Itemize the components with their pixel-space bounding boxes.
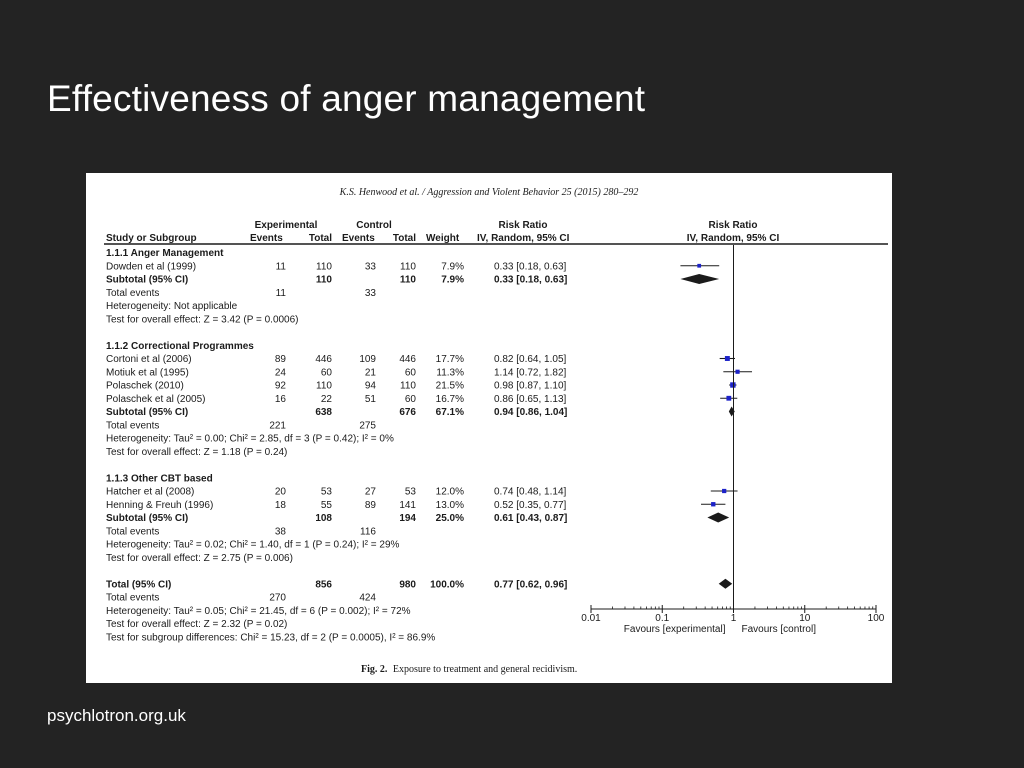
exp-events: 89 <box>274 354 286 365</box>
study-rr-ci: 0.33 [0.18, 0.63] <box>494 261 567 273</box>
ctl-total: 446 <box>399 354 416 365</box>
subtotal-label: Total (95% CI) <box>106 579 172 591</box>
study-rr-ci: 0.74 [0.48, 1.14] <box>494 486 567 498</box>
stats-note: Test for overall effect: Z = 2.32 (P = 0.02) <box>106 619 288 630</box>
exp-total: 22 <box>320 393 332 405</box>
subtotal-ctl-total: 110 <box>399 274 416 286</box>
forest-plot-figure <box>86 173 892 683</box>
study-weight: 11.3% <box>436 367 464 379</box>
ctl-events: 21 <box>364 367 376 379</box>
stats-note: Test for overall effect: Z = 3.42 (P = 0.0006) <box>106 314 299 326</box>
study-rr-ci: 0.98 [0.87, 1.10] <box>494 380 567 392</box>
ctl-events: 33 <box>364 261 376 273</box>
ctl-total: 53 <box>404 486 416 498</box>
x-tick-label: 10 <box>799 613 811 624</box>
exp-events: 18 <box>274 499 286 511</box>
stats-note: Heterogeneity: Not applicable <box>106 301 238 312</box>
subgroup-header: 1.1.2 Correctional Programmes <box>106 340 254 352</box>
exp-total: 446 <box>315 354 332 365</box>
subtotal-weight: 67.1% <box>435 407 464 418</box>
stats-note: Heterogeneity: Tau² = 0.05; Chi² = 21.45, df = 6 (P = 0.002); I² = 72% <box>106 605 411 617</box>
stats-note: Heterogeneity: Tau² = 0.00; Chi² = 2.85, df = 3 (P = 0.42); I² = 0% <box>106 433 394 445</box>
exp-total: 110 <box>316 261 332 273</box>
total-events-label: Total events <box>106 592 160 604</box>
total-events-ctl: 116 <box>360 526 376 538</box>
exp-total: 60 <box>320 367 332 379</box>
ctl-events: 94 <box>364 380 376 392</box>
exp-total: 55 <box>320 499 332 511</box>
forest-plot-svg <box>86 173 892 683</box>
subtotal-weight: 25.0% <box>435 513 464 524</box>
exp-events: 92 <box>274 380 286 392</box>
study-weight: 13.0% <box>435 499 464 511</box>
study-rr-ci: 0.82 [0.64, 1.05] <box>494 354 567 365</box>
ctl-events: 27 <box>364 486 376 498</box>
col-experimental: Experimental <box>254 220 318 231</box>
subtotal-ctl-total: 194 <box>399 513 416 524</box>
study-rr-ci: 0.86 [0.65, 1.13] <box>494 393 567 405</box>
study-weight: 21.5% <box>435 380 464 392</box>
col-ctl-events: Events <box>342 233 375 244</box>
pooled-diamond <box>707 513 729 523</box>
total-events-exp: 11 <box>275 287 286 299</box>
pooled-diamond <box>680 274 719 284</box>
table-rows <box>106 248 567 643</box>
x-tick-label: 0.1 <box>655 613 670 624</box>
study-marker <box>697 264 701 268</box>
plot-col-risk-ratio: Risk Ratio <box>708 220 758 231</box>
exp-events: 16 <box>274 393 286 405</box>
study-weight: 7.9% <box>441 261 464 273</box>
study-marker <box>711 502 715 506</box>
study-rr-ci: 1.14 [0.72, 1.82] <box>494 367 567 379</box>
total-events-exp: 38 <box>274 526 286 538</box>
ctl-total: 110 <box>400 380 416 392</box>
study-weight: 12.0% <box>435 486 464 498</box>
subtotal-exp-total: 108 <box>315 513 332 524</box>
study-label: Hatcher et al (2008) <box>106 486 195 498</box>
subtotal-rr-ci: 0.77 [0.62, 0.96] <box>494 579 568 591</box>
total-events-ctl: 275 <box>359 420 376 432</box>
total-events-label: Total events <box>106 420 160 432</box>
study-marker <box>722 489 726 493</box>
total-events-exp: 221 <box>269 420 286 432</box>
study-label: Motiuk et al (1995) <box>106 367 189 379</box>
study-label: Polaschek (2010) <box>106 380 184 392</box>
subtotal-weight: 7.9% <box>441 274 464 286</box>
study-marker <box>725 356 730 361</box>
subtotal-rr-ci: 0.94 [0.86, 1.04] <box>494 407 568 418</box>
subtotal-weight: 100.0% <box>430 579 464 591</box>
favours-control-label: Favours [control] <box>741 624 816 635</box>
subtotal-label: Subtotal (95% CI) <box>106 274 189 286</box>
subtotal-label: Subtotal (95% CI) <box>106 513 189 524</box>
ctl-total: 141 <box>399 499 416 511</box>
study-rr-ci: 0.52 [0.35, 0.77] <box>494 499 567 511</box>
study-weight: 16.7% <box>435 393 464 405</box>
col-rr-method: IV, Random, 95% CI <box>477 233 570 244</box>
caption-text: Exposure to treatment and general recidivism. <box>392 664 578 675</box>
study-weight: 17.7% <box>435 354 464 365</box>
study-label: Cortoni et al (2006) <box>106 354 192 365</box>
slide-title: Effectiveness of anger management <box>47 78 646 119</box>
caption-label: Fig. 2. <box>361 664 388 675</box>
total-events-label: Total events <box>106 526 160 538</box>
ctl-events: 51 <box>364 393 376 405</box>
study-marker <box>726 396 731 401</box>
subtotal-exp-total: 638 <box>315 407 332 418</box>
col-ctl-total: Total <box>392 233 416 244</box>
study-label: Polaschek et al (2005) <box>106 393 206 405</box>
plot-area <box>581 245 885 635</box>
subtotal-rr-ci: 0.33 [0.18, 0.63] <box>494 274 568 286</box>
col-risk-ratio: Risk Ratio <box>498 220 548 231</box>
figure-caption <box>361 664 577 675</box>
subtotal-label: Subtotal (95% CI) <box>106 407 189 418</box>
pooled-diamond <box>719 579 733 589</box>
ctl-total: 60 <box>404 367 416 379</box>
col-weight: Weight <box>426 233 460 244</box>
subtotal-rr-ci: 0.61 [0.43, 0.87] <box>494 513 568 524</box>
footer-source: psychlotron.org.uk <box>47 706 186 725</box>
col-control: Control <box>356 220 392 231</box>
exp-total: 110 <box>316 380 332 392</box>
exp-total: 53 <box>320 486 332 498</box>
stats-note: Heterogeneity: Tau² = 0.02; Chi² = 1.40, df = 1 (P = 0.24); I² = 29% <box>106 539 400 551</box>
stats-note: Test for subgroup differences: Chi² = 15.23, df = 2 (P = 0.0005), I² = 86.9% <box>106 632 436 644</box>
col-exp-total: Total <box>308 233 332 244</box>
ctl-events: 109 <box>359 354 376 365</box>
x-tick-label: 100 <box>867 613 885 624</box>
total-events-label: Total events <box>106 287 160 299</box>
x-tick-label: 1 <box>730 613 737 624</box>
subtotal-exp-total: 110 <box>315 274 332 286</box>
figure-header-citation: K.S. Henwood et al. / Aggression and Violent Behavior 25 (2015) 280–292 <box>339 187 639 198</box>
plot-col-rr-method: IV, Random, 95% CI <box>686 233 780 244</box>
x-tick-label: 0.01 <box>581 613 601 624</box>
exp-events: 11 <box>275 261 286 273</box>
col-study: Study or Subgroup <box>106 233 197 244</box>
favours-experimental-label: Favours [experimental] <box>623 624 726 635</box>
subtotal-exp-total: 856 <box>315 579 332 591</box>
subtotal-ctl-total: 980 <box>399 579 416 591</box>
exp-events: 20 <box>274 486 286 498</box>
study-label: Dowden et al (1999) <box>106 261 197 273</box>
study-marker <box>735 370 739 374</box>
ctl-events: 89 <box>364 499 376 511</box>
col-exp-events: Events <box>250 233 283 244</box>
stats-note: Test for overall effect: Z = 1.18 (P = 0.24) <box>106 446 288 458</box>
ctl-total: 110 <box>400 261 416 273</box>
study-label: Henning & Freuh (1996) <box>106 499 214 511</box>
subtotal-ctl-total: 676 <box>399 407 416 418</box>
study-marker <box>730 382 735 387</box>
total-events-ctl: 33 <box>364 287 376 299</box>
ctl-total: 60 <box>404 393 416 405</box>
stats-note: Test for overall effect: Z = 2.75 (P = 0.006) <box>106 552 293 564</box>
subgroup-header: 1.1.3 Other CBT based <box>106 473 213 485</box>
total-events-exp: 270 <box>269 592 286 604</box>
total-events-ctl: 424 <box>359 592 376 604</box>
subgroup-header: 1.1.1 Anger Management <box>106 248 224 259</box>
exp-events: 24 <box>274 367 286 379</box>
